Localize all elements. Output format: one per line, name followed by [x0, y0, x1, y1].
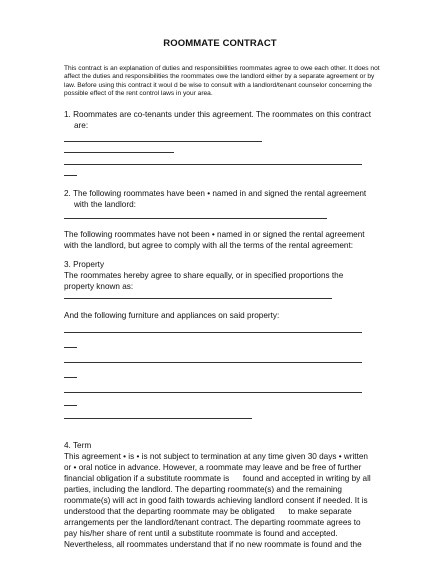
section1-line1: 1. Roommates are co-tenants under this agreement. The roommates on this contract — [64, 110, 372, 119]
furniture-field-1[interactable] — [64, 332, 362, 333]
document-title: ROOMMATE CONTRACT — [163, 38, 277, 49]
not-named-line1: The following roommates have not been • named in or signed the rental agreement — [64, 230, 365, 239]
section4-line-4: parties, including the landlord. The departing roommate(s) and the remaining — [64, 485, 342, 494]
property-address-field[interactable] — [64, 298, 332, 299]
roommate-name-field-3[interactable] — [64, 164, 362, 165]
signed-roommates-field[interactable] — [64, 218, 327, 219]
section4-line-7: arrangements per the landlord/tenant contract. The departing roommate agrees to — [64, 518, 361, 527]
furniture-field-2[interactable] — [64, 347, 77, 348]
section4-line-1: This agreement • is • is not subject to termination at any time given 30 days • written — [64, 452, 368, 461]
furniture-field-3[interactable] — [64, 362, 362, 363]
section4-line-5: roommate(s) will act in good faith towards achieving landlord consent if needed. It is — [64, 496, 368, 505]
section1-line2: are: — [74, 121, 89, 130]
section4-heading: 4. Term — [64, 441, 92, 450]
section4-line-3: financial obligation if a substitute roommate is found and accepted in writing by all — [64, 474, 371, 483]
section3-heading: 3. Property — [64, 260, 105, 269]
intro-paragraph: This contract is an explanation of duties and responsibilities roommates agree to owe each other. It does not affect the duties and responsibilities the roommates owe the landlord either by a separate agreement or by law. Before using this contract it woul d be wise to consult with a landlord/tenant counselor concerning the possible effect of the rent control laws in your area. — [64, 65, 380, 98]
section3-line2: The roommates hereby agree to share equally, or in specified proportions the — [64, 271, 344, 280]
section3-line3: property known as: — [64, 282, 134, 291]
roommate-name-field-2[interactable] — [64, 152, 174, 153]
section4-line-2: or • oral notice in advance. However, a roommate may leave and be free of further — [64, 463, 362, 472]
section4-line-6: understood that the departing roommate may be obligated to make separate — [64, 507, 352, 516]
roommate-name-field-4[interactable] — [64, 175, 77, 176]
furniture-field-5[interactable] — [64, 392, 362, 393]
not-named-line2: with the landlord, but agree to comply with all the terms of the rental agreement: — [64, 241, 353, 250]
furniture-field-7[interactable] — [64, 418, 252, 419]
section4-line-8: pay his/her share of rent until a substitute roommate is found and accepted. — [64, 529, 338, 538]
furniture-line: And the following furniture and appliances on said property: — [64, 311, 280, 320]
section2-line2: with the landlord: — [74, 200, 136, 209]
furniture-field-6[interactable] — [64, 405, 77, 406]
section4-line-9: Nevertheless, all roommates understand that if no new roommate is found and the — [64, 540, 362, 549]
section2-line1: 2. The following roommates have been • named in and signed the rental agreement — [64, 189, 367, 198]
furniture-field-4[interactable] — [64, 377, 77, 378]
roommate-name-field-1[interactable] — [64, 141, 262, 142]
